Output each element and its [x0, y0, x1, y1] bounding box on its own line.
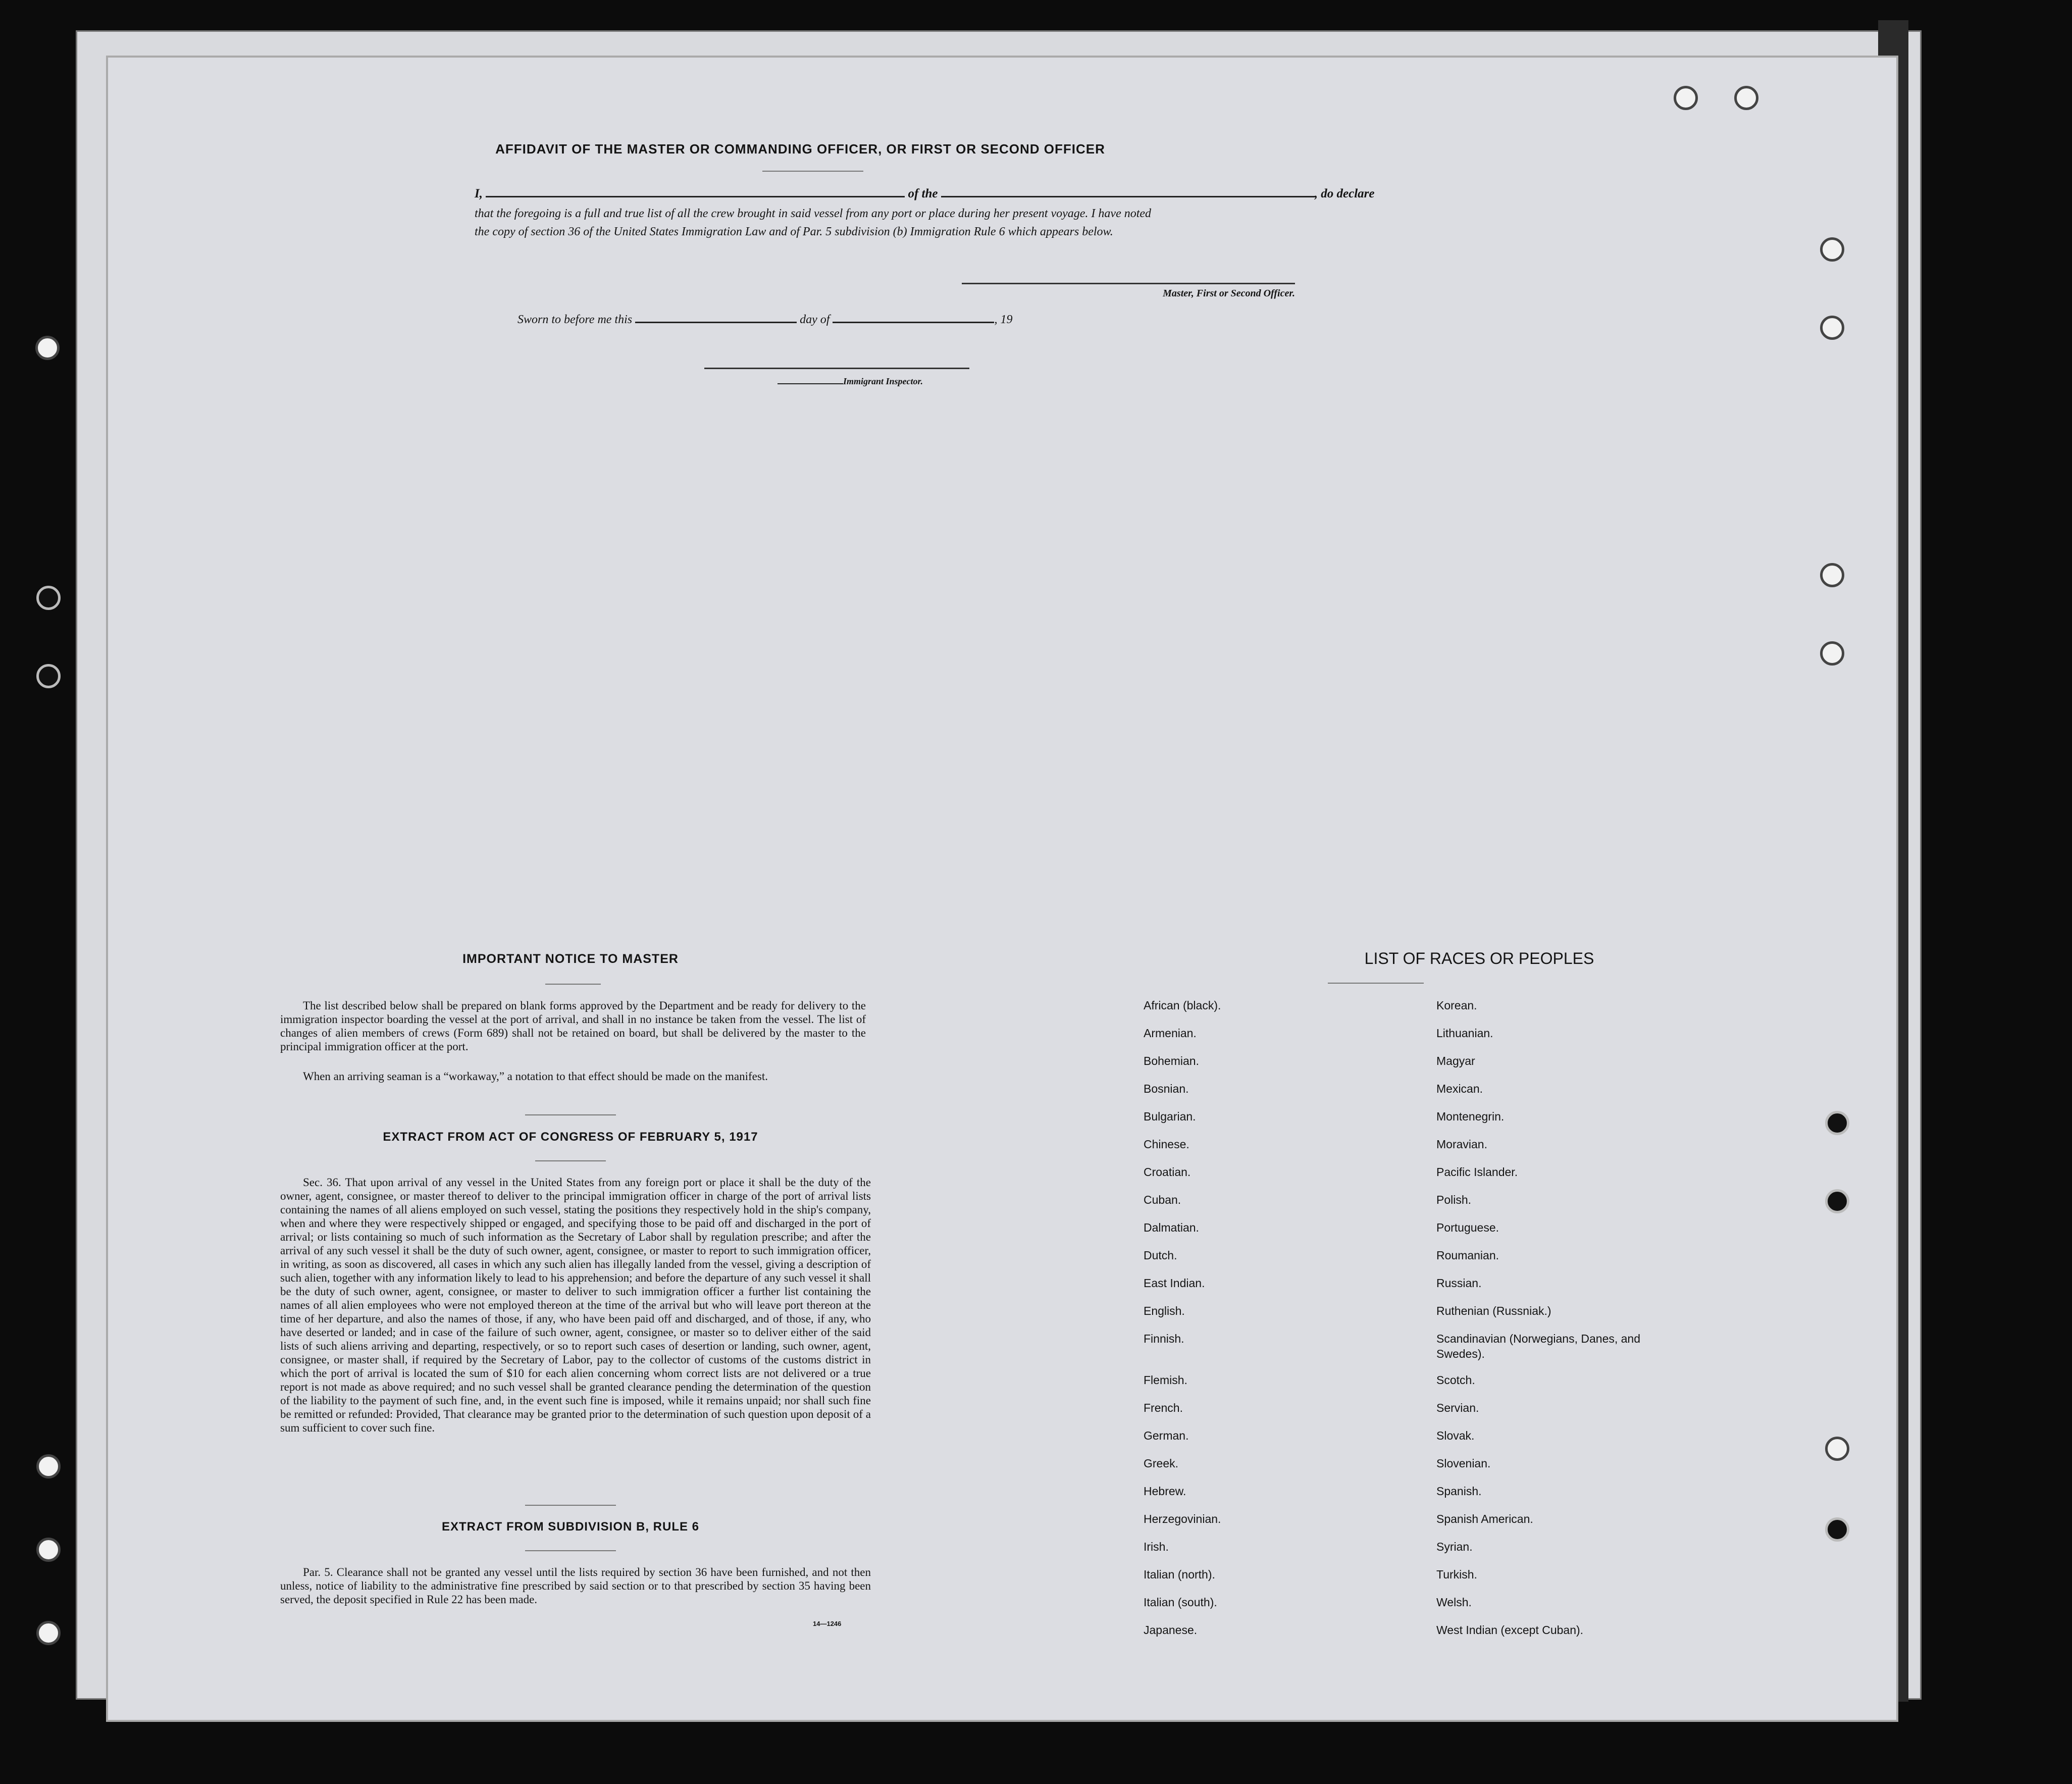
declare-start: I, [475, 187, 483, 200]
binder-hole [35, 336, 60, 360]
race-item: Slovenian. [1436, 1457, 1491, 1470]
affidavit-body-1: that the foregoing is a full and true list of all the crew brought in said vessel from any port or place during her present voyage. I have noted [475, 207, 1152, 220]
sworn-year: , 19 [994, 313, 1013, 326]
name-blank [486, 196, 905, 197]
notice-paragraph-1: The list described below shall be prepared on blank forms approved by the Department and be ready for delivery to the immigration inspector boarding the vessel at the port of arrival, and shall in no instance be taken from the vessel. The list of changes of alien members of crews (Form 689) shall not be retained on board, but shall be delivered by the master to the principal immigration officer at the port. [280, 999, 866, 1053]
race-item: Bohemian. [1144, 1054, 1199, 1067]
divider [525, 1550, 616, 1551]
race-item: Italian (south). [1144, 1596, 1217, 1609]
race-item: Pacific Islander. [1436, 1165, 1518, 1179]
binder-hole [36, 1538, 61, 1562]
punch-hole [1820, 316, 1844, 340]
inspector-blank [778, 383, 843, 384]
inspector-label: Immigrant Inspector. [843, 376, 923, 386]
binder-hole [36, 1454, 61, 1479]
sworn-prefix: Sworn to before me this [517, 313, 633, 326]
binder-hole [36, 1621, 61, 1645]
vessel-blank [941, 196, 1315, 197]
race-item: Korean. [1436, 999, 1477, 1012]
race-item: Servian. [1436, 1401, 1479, 1414]
signature-line [962, 283, 1295, 284]
race-item: Slovak. [1436, 1429, 1475, 1442]
races-right-column [1436, 998, 1648, 1650]
race-item: Spanish American. [1436, 1512, 1533, 1525]
punch-hole [1825, 1111, 1849, 1135]
punch-hole [1825, 1189, 1849, 1213]
race-item: Armenian. [1144, 1027, 1197, 1040]
declaration-line [475, 187, 1374, 201]
race-item: Moravian. [1436, 1138, 1487, 1151]
punch-hole [1820, 237, 1844, 262]
race-item: Magyar [1436, 1054, 1475, 1067]
race-item: Japanese. [1144, 1623, 1198, 1637]
divider [525, 1114, 616, 1115]
race-item: Turkish. [1436, 1568, 1477, 1581]
race-item: Scotch. [1436, 1373, 1475, 1387]
declare-mid: of the [908, 187, 938, 200]
race-item: Greek. [1144, 1457, 1179, 1470]
race-item: African (black). [1144, 999, 1221, 1012]
affidavit-title: AFFIDAVIT OF THE MASTER OR COMMANDING OFFICER, OR FIRST OR SECOND OFFICER [495, 141, 1105, 157]
divider [535, 1160, 606, 1161]
punch-hole [1820, 563, 1844, 587]
race-item: Dalmatian. [1144, 1221, 1199, 1234]
punch-hole [1825, 1517, 1849, 1542]
race-item: East Indian. [1144, 1277, 1205, 1290]
race-item: Hebrew. [1144, 1485, 1186, 1498]
punch-hole [1820, 641, 1844, 666]
act-extract-text: Sec. 36. That upon arrival of any vessel in the United States from any foreign port or place it shall be the duty of the owner, agent, consignee, or master thereof to deliver to the principal immigration officer in charge of the port of arrival lists containing the names of all aliens employed on such vessel, stating the positions they respectively hold in the ship's company, when and where they were respectively shipped or engaged, and specifying those to be paid off and discharged in the port of arrival; or lists containing so much of such information as the Secretary of Labor shall by regulation prescribe; and after the arrival of any such vessel it shall be the duty of such owner, agent, consignee, or master to report to such immigration officer, in writing, as soon as discovered, all cases in which any such alien has illegally landed from the vessel, giving a description of such alien, together with any information likely to lead to his apprehension; and before the departure of any such vessel it shall be the duty of such owner, agent, consignee, or master to deliver to such immigration officer a further list containing the names of all alien employees who were not employed thereon at the time of the arrival but who will leave port thereon at the time of her departure, and also the names of those, if any, who have been paid off and discharged, and of those, if any, who have deserted or landed; and in case of the failure of such owner, agent, consignee, or master so to deliver either of the said lists of such aliens arriving and departing, respectively, or so to report such cases of desertion or landing, such owner, agent, consignee, or master shall, if required by the Secretary of Labor, pay to the collector of customs of the customs district in which the port of arrival is located the sum of $10 for each alien concerning whom correct lists are not delivered or a true report is not made as above required; and no such vessel shall be granted clearance pending the determination of the question of the liability to the payment of such fine, and, in the event such fine is imposed, while it remains unpaid; nor shall such fine be remitted or refunded: Provided, That clearance may be granted prior to the determination of such question upon deposit of a sum sufficient to cover such fine. [280, 1176, 871, 1434]
month-blank [833, 322, 994, 323]
form-number: 14—1246 [813, 1620, 842, 1627]
race-item: Herzegovinian. [1144, 1512, 1221, 1525]
race-item: Cuban. [1144, 1193, 1181, 1206]
punch-hole [1674, 86, 1698, 110]
race-item: Mexican. [1436, 1082, 1483, 1095]
race-item: Dutch. [1144, 1249, 1177, 1262]
declare-end: , do declare [1314, 187, 1375, 200]
races-title: LIST OF RACES OR PEOPLES [1364, 949, 1594, 967]
day-blank [635, 322, 797, 323]
notice-title: IMPORTANT NOTICE TO MASTER [462, 952, 679, 966]
race-item: German. [1144, 1429, 1189, 1442]
race-item: Syrian. [1436, 1540, 1473, 1553]
sworn-day: day of [800, 313, 830, 326]
races-left-column [1144, 998, 1406, 1650]
race-item: Portuguese. [1436, 1221, 1499, 1234]
race-item: Scandinavian (Norwegians, Danes, and Swedes). [1436, 1332, 1641, 1360]
race-item: Montenegrin. [1436, 1110, 1505, 1123]
divider [1328, 983, 1424, 984]
race-item: Bulgarian. [1144, 1110, 1196, 1123]
signature-label: Master, First or Second Officer. [1163, 288, 1295, 299]
manifest-page [106, 56, 1898, 1722]
inspector-signature-line [704, 368, 969, 369]
race-item: English. [1144, 1304, 1185, 1317]
rule-extract-title: EXTRACT FROM SUBDIVISION B, RULE 6 [441, 1520, 700, 1534]
race-item: Russian. [1436, 1277, 1482, 1290]
punch-hole [1825, 1437, 1849, 1461]
race-item: French. [1144, 1401, 1183, 1414]
race-item: Irish. [1144, 1540, 1169, 1553]
divider [525, 1505, 616, 1506]
sworn-line [517, 313, 1012, 327]
race-item: Flemish. [1144, 1373, 1187, 1387]
race-item: Welsh. [1436, 1596, 1472, 1609]
punch-hole [1734, 86, 1758, 110]
race-item: Croatian. [1144, 1165, 1191, 1179]
rule-extract-text: Par. 5. Clearance shall not be granted any vessel until the lists required by section 36 have been furnished, and not then unless, notice of liability to the administrative fine prescribed by said section or to that prescribed by section 35 having been served, the deposit specified in Rule 22 has been made. [280, 1566, 871, 1606]
race-item: Bosnian. [1144, 1082, 1189, 1095]
race-item: Finnish. [1144, 1332, 1184, 1345]
race-item: Chinese. [1144, 1138, 1189, 1151]
affidavit-body-2: the copy of section 36 of the United States Immigration Law and of Par. 5 subdivision (b) Immigration Rule 6 which appears below. [475, 225, 1113, 238]
race-item: Roumanian. [1436, 1249, 1499, 1262]
race-item: West Indian (except Cuban). [1436, 1623, 1584, 1637]
binder-hole [36, 586, 61, 610]
act-extract-title: EXTRACT FROM ACT OF CONGRESS OF FEBRUARY 5, 1917 [383, 1130, 758, 1144]
inspector-line [778, 376, 923, 387]
divider [762, 171, 863, 172]
binder-hole [36, 664, 61, 688]
race-item: Spanish. [1436, 1485, 1482, 1498]
race-item: Lithuanian. [1436, 1027, 1493, 1040]
divider [545, 984, 601, 985]
notice-paragraph-2: When an arriving seaman is a “workaway,” a notation to that effect should be made on the manifest. [303, 1070, 768, 1083]
race-item: Polish. [1436, 1193, 1472, 1206]
race-item: Ruthenian (Russniak.) [1436, 1304, 1551, 1317]
race-item: Italian (north). [1144, 1568, 1215, 1581]
